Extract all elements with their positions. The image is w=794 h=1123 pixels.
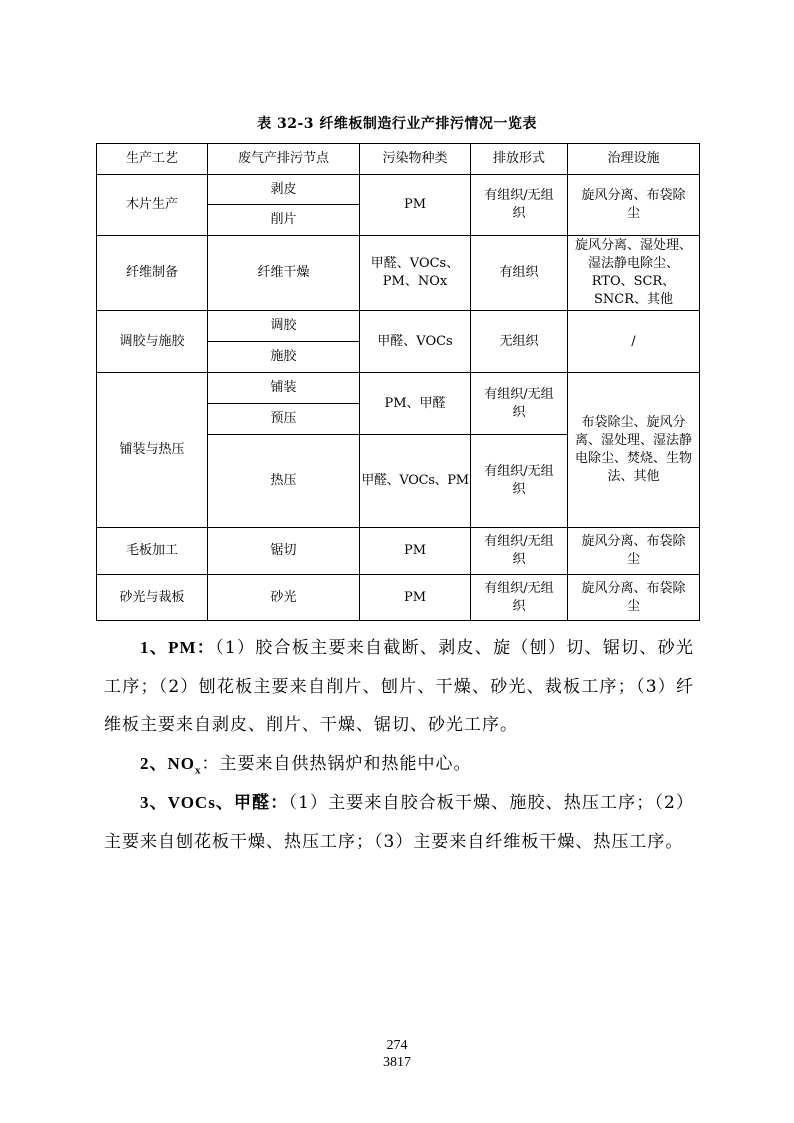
paragraph-text: 主要来自供热锅炉和热能中心。 — [219, 754, 472, 774]
paragraph-label — [140, 754, 202, 777]
node-cell: 削片 — [208, 205, 360, 236]
treatment-text: 旋风分离、布袋除尘 — [581, 580, 686, 614]
header-process: 生产工艺 — [97, 144, 208, 175]
pollutant-cell: 甲醛、VOCs、PM — [360, 435, 471, 528]
treatment-cell: / — [568, 311, 700, 373]
emission-cell — [471, 175, 568, 236]
table-row — [97, 528, 700, 575]
process-cell: 纤维制备 — [97, 236, 208, 311]
pollutant-cell: PM — [360, 528, 471, 575]
paragraph-text: （1）主要来自胶合板干燥、施胶、热压工序；（2）主要来自刨花板干燥、热压工序；（3）主要来自纤维板干燥、热压工序。 — [104, 793, 694, 852]
table-row — [97, 236, 700, 311]
node-cell: 调胶 — [208, 311, 360, 342]
header-emission: 排放形式 — [471, 144, 568, 175]
emission-text: 有组织/无组织 — [484, 386, 554, 420]
pollutant-cell: PM — [360, 575, 471, 621]
node-cell: 纤维干燥 — [208, 236, 360, 311]
pollutant-text: 甲醛、VOCs、PM、NOx — [370, 256, 460, 289]
emission-cell — [471, 435, 568, 528]
treatment-cell — [568, 528, 700, 575]
pollutant-cell: PM、甲醛 — [360, 373, 471, 435]
emission-cell — [471, 373, 568, 435]
header-node: 废气产排污节点 — [208, 144, 360, 175]
header-treatment: 治理设施 — [568, 144, 700, 175]
pollutant-cell: PM — [360, 175, 471, 236]
process-cell: 砂光与裁板 — [97, 575, 208, 621]
paragraph-pm — [104, 629, 694, 745]
node-cell: 锯切 — [208, 528, 360, 575]
emission-cell: 有组织 — [471, 236, 568, 311]
process-cell: 铺装与热压 — [97, 373, 208, 528]
table-row — [97, 175, 700, 205]
paragraph-text: （1）胶合板主要来自截断、剥皮、旋（刨）切、锯切、砂光工序；（2）刨花板主要来自削片、刨片、干燥、砂光、裁板工序；（3）纤维板主要来自剥皮、削片、干燥、锯切、砂光工序。 — [104, 638, 694, 735]
emission-text: 有组织/无组织 — [484, 464, 554, 497]
treatment-text: 旋风分离、布袋除尘 — [581, 534, 686, 567]
emission-cell — [471, 528, 568, 575]
table-row — [97, 311, 700, 342]
treatment-cell — [568, 175, 700, 236]
node-cell: 预压 — [208, 404, 360, 435]
process-cell: 木片生产 — [97, 175, 208, 236]
pollution-table — [96, 143, 700, 621]
emission-cell: 无组织 — [471, 311, 568, 373]
table-row — [97, 575, 700, 621]
paragraph-label: 3、VOCs、甲醛： — [140, 793, 289, 812]
emission-text: 有组织/无组织 — [484, 580, 554, 614]
page-number: 274 — [386, 1038, 408, 1053]
emission-text: 有组织/无组织 — [484, 534, 554, 567]
treatment-text: 布袋除尘、旋风分离、湿处理、湿法静电除尘、焚烧、生物法、其他 — [574, 415, 692, 484]
process-cell: 调胶与施胶 — [97, 311, 208, 373]
label-subscript: x — [195, 764, 202, 777]
label-main: 2、NO — [140, 754, 195, 773]
paragraph-label: 1、PM： — [140, 638, 216, 657]
label-colon: ： — [201, 754, 220, 774]
treatment-cell — [568, 373, 700, 528]
pollutant-cell: 甲醛、VOCs — [360, 311, 471, 373]
treatment-text: 旋风分离、湿处理、湿法静电除尘、RTO、SCR、SNCR、其他 — [574, 238, 692, 307]
treatment-text: 旋风分离、布袋除尘 — [581, 188, 686, 221]
table-row — [97, 373, 700, 404]
node-cell: 铺装 — [208, 373, 360, 404]
table-header-row — [97, 144, 700, 175]
treatment-cell — [568, 575, 700, 621]
emission-text: 有组织/无组织 — [484, 188, 554, 221]
node-cell: 热压 — [208, 435, 360, 528]
paragraph-vocs — [104, 784, 694, 861]
node-cell: 施胶 — [208, 342, 360, 373]
pollutant-cell — [360, 236, 471, 311]
emission-cell — [471, 575, 568, 621]
treatment-cell — [568, 236, 700, 311]
process-cell: 毛板加工 — [97, 528, 208, 575]
total-page-number: 3817 — [383, 1055, 411, 1070]
header-pollutant: 污染物种类 — [360, 144, 471, 175]
node-cell: 剥皮 — [208, 175, 360, 205]
table-caption: 表 32-3 纤维板制造行业产排污情况一览表 — [257, 116, 537, 132]
node-cell: 砂光 — [208, 575, 360, 621]
